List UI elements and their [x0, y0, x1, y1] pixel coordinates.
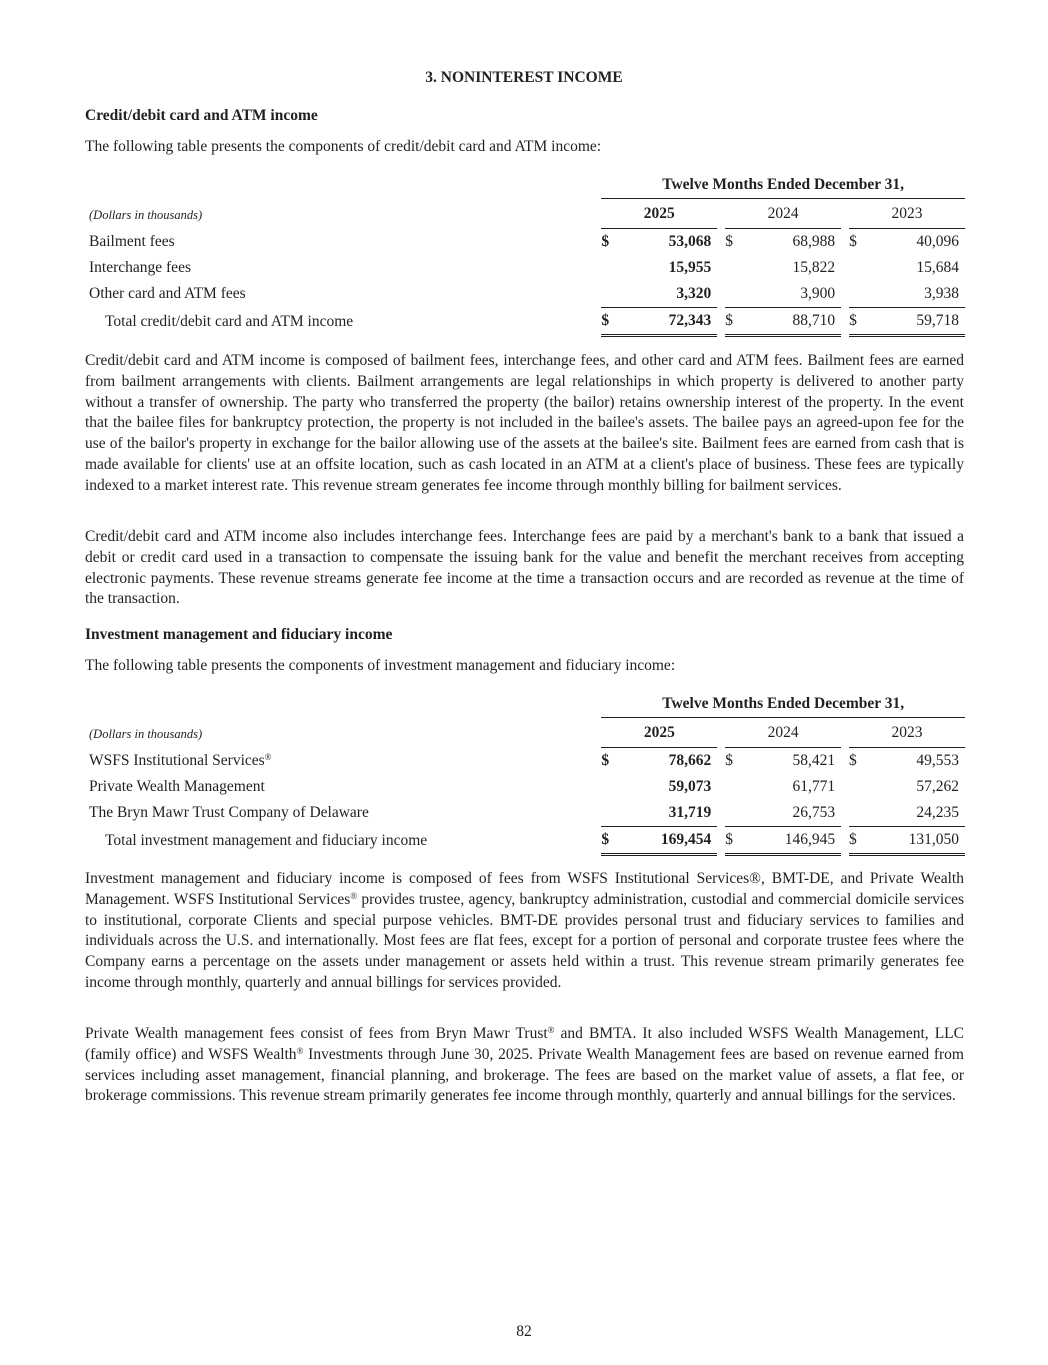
period-header: Twelve Months Ended December 31,: [601, 691, 965, 718]
card-income-heading: Credit/debit card and ATM income: [85, 107, 318, 124]
value-cell: 59,073: [668, 778, 712, 795]
table-row: [85, 748, 965, 775]
value-cell: 24,235: [916, 804, 959, 821]
total-label: Total credit/debit card and ATM income: [105, 312, 354, 330]
currency-symbol: $: [725, 827, 747, 855]
section-title: 3. NONINTEREST INCOME: [425, 69, 623, 86]
investment-income-intro: The following table presents the components of investment management and fiduciary income:: [85, 657, 676, 674]
year-header: 2025: [601, 718, 717, 748]
value-cell: 61,771: [792, 778, 836, 795]
value-cell: 68,988: [792, 233, 836, 250]
year-header: 2024: [725, 718, 841, 748]
units-label: (Dollars in thousands): [89, 727, 203, 741]
row-label: Bailment fees: [89, 232, 175, 250]
investment-income-paragraph-2: Private Wealth management fees consist of fees from Bryn Mawr Trust® and BMTA. It also included WSFS Wealth Management, LLC (family office) and WSFS Wealth® Investments through June 30, 2025. Private Wealth Management fees are based on revenue earned from services including asset management, financial planning, and brokerage. The fees are based on the market value of assets, a flat fee, or brokerage commissions. This revenue stream primarily generates fee income through monthly, quarterly and annual billings for the services.: [85, 1025, 964, 1105]
currency-symbol: $: [725, 752, 733, 769]
currency-symbol: $: [849, 308, 871, 336]
currency-symbol: $: [725, 308, 747, 336]
currency-symbol: $: [601, 827, 623, 855]
period-header: Twelve Months Ended December 31,: [601, 172, 965, 199]
row-label: The Bryn Mawr Trust Company of Delaware: [89, 804, 369, 822]
registered-mark: ®: [264, 751, 272, 762]
currency-symbol: $: [601, 233, 610, 250]
value-cell: 31,719: [668, 804, 712, 821]
card-income-table: [85, 172, 965, 337]
currency-symbol: $: [849, 827, 871, 855]
total-value: 72,343: [623, 308, 717, 336]
row-label: Private Wealth Management: [89, 778, 265, 795]
table-row: [85, 229, 965, 256]
value-cell: 58,421: [792, 752, 836, 769]
total-value: 169,454: [623, 827, 717, 855]
value-cell: 49,553: [916, 752, 959, 769]
year-header: 2023: [849, 718, 965, 748]
units-label: (Dollars in thousands): [89, 208, 203, 222]
total-label: Total investment management and fiduciary income: [105, 831, 428, 849]
page-number: 82: [516, 1323, 532, 1340]
value-cell: 78,662: [668, 752, 712, 769]
total-value: 88,710: [747, 308, 841, 336]
currency-symbol: $: [849, 752, 857, 769]
registered-mark: ®: [547, 1025, 555, 1035]
value-cell: 15,822: [792, 259, 836, 276]
investment-income-table: [85, 691, 965, 856]
value-cell: 57,262: [916, 778, 959, 795]
card-income-paragraph-2: Credit/debit card and ATM income also includes interchange fees. Interchange fees are paid by a merchant's bank to a bank that issued a debit or credit card used in a transaction to compensate the issuing bank for the value and benefit the merchant receives from accepting electronic payments. These revenue streams generate fee income at the time a transaction occurs and are recorded as revenue at the time of the transaction.: [85, 528, 964, 608]
table-row: [85, 281, 965, 308]
investment-income-heading: Investment management and fiduciary income: [85, 626, 393, 643]
card-income-intro: The following table presents the components of credit/debit card and ATM income:: [85, 138, 602, 155]
value-cell: 15,684: [916, 259, 959, 276]
total-row: [85, 827, 965, 855]
registered-mark: ®: [296, 1045, 304, 1056]
row-label: WSFS Institutional Services®: [89, 751, 272, 769]
value-cell: 15,955: [668, 259, 712, 276]
year-header: 2025: [601, 199, 717, 229]
value-cell: 3,938: [924, 285, 959, 302]
total-value: 146,945: [747, 827, 841, 855]
row-label: Other card and ATM fees: [89, 285, 246, 303]
table-row: [85, 800, 965, 827]
table-row: [85, 774, 965, 800]
currency-symbol: $: [849, 233, 857, 250]
value-cell: 3,320: [676, 285, 712, 302]
registered-mark: ®: [350, 890, 358, 901]
table-row: [85, 255, 965, 281]
value-cell: 3,900: [800, 285, 836, 302]
currency-symbol: $: [601, 752, 610, 769]
year-header: 2024: [725, 199, 841, 229]
total-row: [85, 308, 965, 336]
value-cell: 53,068: [668, 233, 712, 250]
row-label: Interchange fees: [89, 259, 191, 276]
currency-symbol: $: [601, 308, 623, 336]
value-cell: 26,753: [792, 804, 836, 821]
total-value: 59,718: [871, 308, 965, 336]
investment-income-paragraph-1: Investment management and fiduciary income is composed of fees from WSFS Institutional Services®, BMT-DE, and Private Wealth Management. WSFS Institutional Services® provides trustee, agency, bankruptcy administration, custodial and commercial domicile services to institutional, corporate Clients and special purpose vehicles. BMT-DE provides personal trust and fiduciary services to families and individuals across the U.S. and internationally. Most fees are flat fees, except for a portion of personal and corporate trustee fees where the Company earns a percentage on the assets under management or assets held within a trust. This revenue stream primarily generates fee income through monthly, quarterly and annual billings for services provided.: [85, 870, 965, 991]
currency-symbol: $: [725, 233, 733, 250]
year-header: 2023: [849, 199, 965, 229]
value-cell: 40,096: [916, 233, 959, 250]
total-value: 131,050: [871, 827, 965, 855]
card-income-paragraph-1: Credit/debit card and ATM income is composed of bailment fees, interchange fees, and other card and ATM fees. Bailment fees are earned from bailment arrangements with clients. Bailment arrangements are legal relationships in which property is delivered to another party without a transfer of ownership. The party who transferred the property (the bailor) retains ownership interest of the property. In the event that the bailee files for bankruptcy protection, the property is not included in the bailee's assets. The bailee pays an agreed-upon fee for the use of the bailor's property in exchange for the bailor allowing use of the assets at the bailee's site. Bailment fees are earned from cash that is made available for clients' use at an offsite location, such as cash located in an ATM at a client's place of business. These fees are typically indexed to a market interest rate. This revenue stream generates fee income through monthly billing for bailment services.: [85, 352, 964, 494]
